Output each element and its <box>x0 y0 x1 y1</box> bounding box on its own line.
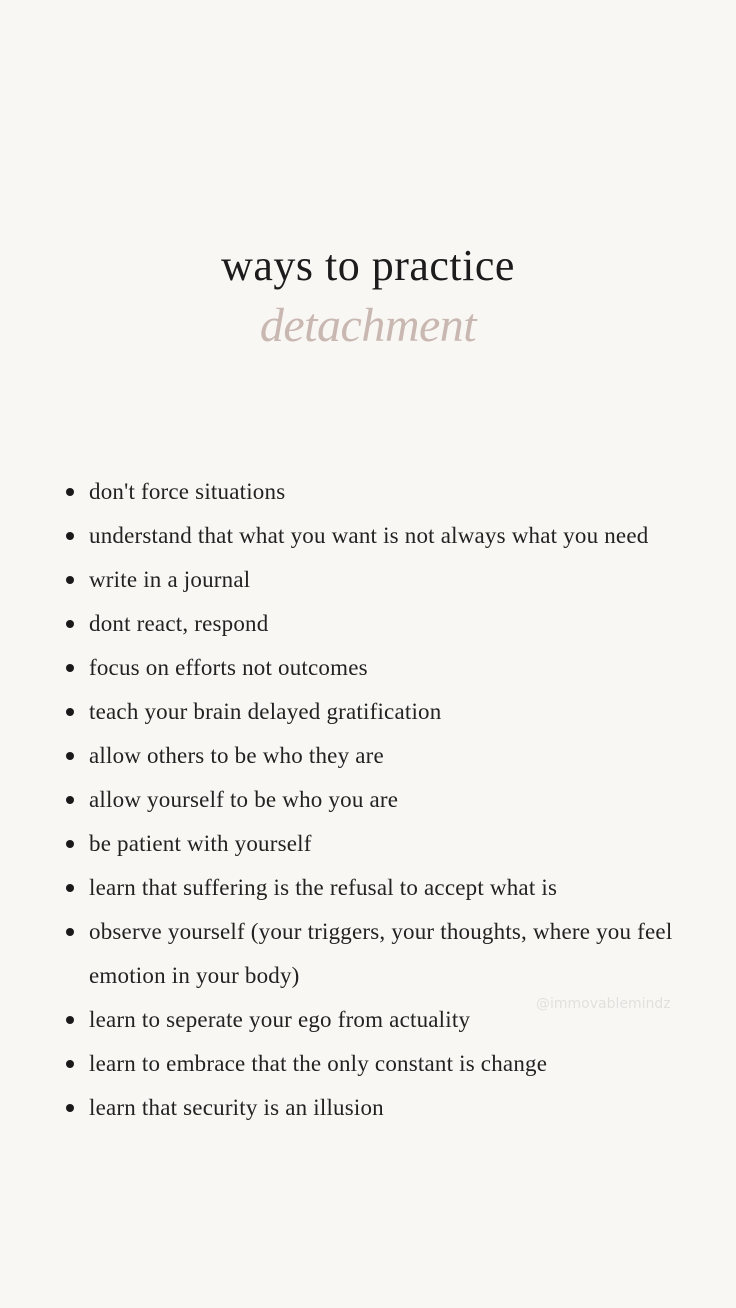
list-item <box>66 1042 686 1086</box>
bullet-icon <box>66 620 74 628</box>
bullet-icon <box>66 928 74 936</box>
bullet-icon <box>66 1060 74 1068</box>
list-item <box>66 514 686 558</box>
watermark: @immovablemindz <box>536 996 671 1012</box>
bullet-icon <box>66 1104 74 1112</box>
list-item <box>66 602 686 646</box>
list-item-text: learn to embrace that the only constant is change <box>89 1051 548 1076</box>
list-item <box>66 646 686 690</box>
bullet-icon <box>66 664 74 672</box>
bullet-icon <box>66 488 74 496</box>
list-item-text: teach your brain delayed gratification <box>89 699 442 724</box>
list-item-text: learn to seperate your ego from actuality <box>89 1007 471 1032</box>
page-title: ways to practice <box>221 241 515 290</box>
title-block <box>0 240 736 354</box>
detachment-list <box>66 470 686 1130</box>
bullet-icon <box>66 708 74 716</box>
bullet-icon <box>66 884 74 892</box>
bullet-icon <box>66 576 74 584</box>
list-item-text: allow yourself to be who you are <box>89 787 399 812</box>
list-item-text: dont react, respond <box>89 611 269 636</box>
list-item <box>66 690 686 734</box>
list-item <box>66 822 686 866</box>
list-item-text: be patient with yourself <box>89 831 312 856</box>
list-item <box>66 734 686 778</box>
bullet-icon <box>66 840 74 848</box>
bullet-icon <box>66 1016 74 1024</box>
list-item <box>66 470 686 514</box>
list-item-text: focus on efforts not outcomes <box>89 655 368 680</box>
bullet-icon <box>66 532 74 540</box>
list-item <box>66 866 686 910</box>
list-item-text: write in a journal <box>89 567 251 592</box>
list-item-text: learn that security is an illusion <box>89 1095 384 1120</box>
list-item <box>66 778 686 822</box>
list-item <box>66 910 686 998</box>
list-item-text: don't force situations <box>89 479 286 504</box>
page-subtitle: detachment <box>259 299 477 352</box>
list-item-text: observe yourself (your triggers, your thoughts, where you feel emotion in your body) <box>89 919 673 988</box>
list-item-text: allow others to be who they are <box>89 743 384 768</box>
list-item-text: understand that what you want is not always what you need <box>89 523 649 548</box>
list-item <box>66 1086 686 1130</box>
list-item-text: learn that suffering is the refusal to accept what is <box>89 875 558 900</box>
bullet-icon <box>66 796 74 804</box>
bullet-icon <box>66 752 74 760</box>
list-item <box>66 558 686 602</box>
